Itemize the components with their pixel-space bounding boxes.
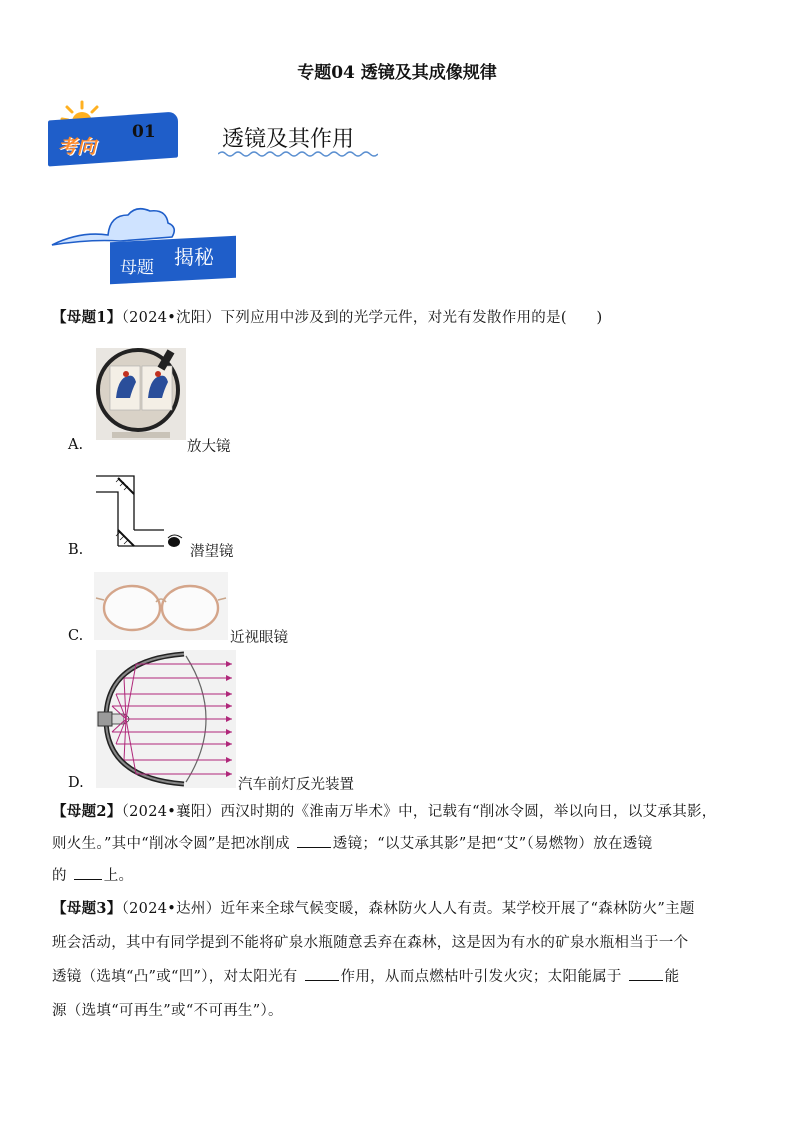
option-d-text: 汽车前灯反光装置	[238, 777, 354, 793]
periscope-diagram	[94, 474, 190, 552]
question-3-blank-1[interactable]	[305, 964, 339, 981]
option-a-text: 放大镜	[187, 439, 231, 455]
magnifier-stamp-image	[96, 348, 186, 440]
headlight-reflector-diagram	[96, 650, 236, 788]
question-2-line3a: 的	[52, 868, 72, 884]
question-2-tag: 【母题2】	[52, 803, 122, 820]
question-1-tag: 【母题1】	[52, 309, 122, 326]
question-2-line2a: 则火生。”其中“削冰令圆”是把冰削成	[52, 836, 295, 852]
question-2-line1: 西汉时期的《淮南万毕术》中，记载有“削冰令圆，举以向日，以艾承其影，	[220, 804, 717, 820]
question-2-source: （2024•襄阳）	[121, 804, 221, 820]
question-2-line3b: 上。	[103, 868, 134, 884]
mutitle-badge-right: 揭秘	[174, 245, 214, 269]
option-c-letter: C.	[68, 628, 84, 644]
question-3-line1: 近年来全球气候变暖，森林防火人人有责。某学校开展了“森林防火”主题	[220, 901, 695, 917]
question-3-line3a: 透镜（选填“凸”或“凹”），对太阳光有	[52, 969, 303, 985]
question-3-source: （2024•达州）	[121, 901, 221, 917]
question-2-stem	[52, 796, 752, 892]
question-1-source: （2024•沈阳）	[121, 310, 221, 326]
option-c-text: 近视眼镜	[230, 630, 288, 646]
wavy-underline	[218, 150, 378, 158]
question-1-stem	[52, 302, 752, 334]
glasses-image	[94, 572, 228, 640]
option-b-letter: B.	[68, 542, 84, 558]
question-3-line3b: 作用，从而点燃枯叶引发火灾；太阳能属于	[340, 969, 627, 985]
topic-badge-label: 考向	[58, 136, 97, 158]
topic-badge	[48, 98, 180, 168]
question-3-line4: 源（选填“可再生”或“不可再生”）。	[52, 1003, 283, 1019]
question-3-stem	[52, 892, 752, 1028]
option-d-letter: D.	[68, 775, 84, 791]
page-title: 专题04 透镜及其成像规律	[297, 63, 497, 83]
section-heading: 透镜及其作用	[222, 127, 355, 152]
option-a-letter: A.	[68, 437, 84, 453]
question-3-line2: 班会活动，其中有同学提到不能将矿泉水瓶随意丢弃在森林，这是因为有水的矿泉水瓶相当于一个	[52, 935, 689, 951]
question-3-line3c: 能	[664, 969, 680, 985]
question-2-blank-2[interactable]	[74, 863, 102, 880]
topic-badge-number: 01	[132, 122, 156, 142]
question-2-blank-1[interactable]	[297, 831, 331, 848]
option-b-text: 潜望镜	[190, 544, 234, 560]
question-1-text: 下列应用中涉及到的光学元件，对光有发散作用的是( )	[220, 310, 603, 326]
mutitle-badge-left: 母题	[120, 258, 154, 278]
mutitle-badge	[50, 205, 250, 285]
question-3-blank-2[interactable]	[629, 964, 663, 981]
question-3-tag: 【母题3】	[52, 900, 122, 917]
question-2-line2b: 透镜；“以艾承其影”是把“艾”（易燃物）放在透镜	[332, 836, 653, 852]
